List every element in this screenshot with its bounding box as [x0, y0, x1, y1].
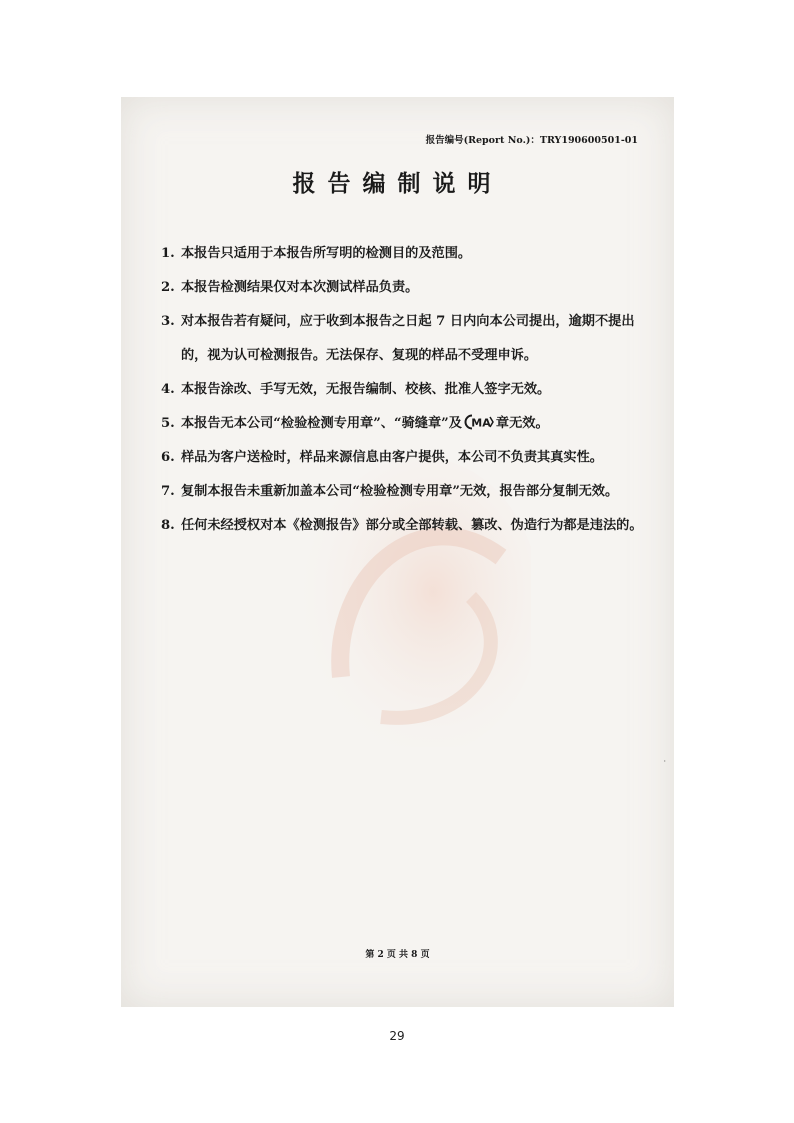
list-item — [161, 413, 661, 447]
item-text: 本报告只适用于本报告所写明的检测目的及范围。 — [181, 246, 472, 261]
item-number: 3. — [161, 314, 175, 329]
item-number: 5. — [161, 416, 175, 431]
list-item — [161, 447, 661, 481]
item-text — [181, 413, 549, 435]
list-item — [161, 379, 661, 413]
list-item — [161, 515, 661, 549]
item-text: 复制本报告未重新加盖本公司“检验检测专用章”无效，报告部分复制无效。 — [181, 484, 619, 499]
item-number: 4. — [161, 382, 175, 397]
cma-mark-text: MA — [471, 416, 491, 430]
item-number: 7. — [161, 484, 175, 499]
page-title: 报告编制说明 — [292, 170, 503, 197]
list-item — [161, 243, 661, 277]
item-text: 样品为客户送检时，样品来源信息由客户提供，本公司不负责其真实性。 — [181, 450, 603, 465]
item-number: 8. — [161, 518, 175, 533]
item-number: 6. — [161, 450, 175, 465]
item-text: 本报告涂改、手写无效，无报告编制、校核、批准人签字无效。 — [181, 382, 551, 397]
item-number: 1. — [161, 246, 175, 261]
page-number: 29 — [389, 1029, 405, 1043]
cma-mark-icon — [464, 414, 494, 430]
item-text: 本报告检测结果仅对本次测试样品负责。 — [181, 280, 419, 295]
list-item — [161, 311, 661, 379]
item-text-after: 章无效。 — [495, 416, 549, 431]
scanned-page — [121, 97, 674, 1007]
item-text: 任何未经授权对本《检测报告》部分或全部转载、篡改、伪造行为都是违法的。 — [181, 518, 643, 533]
scan-specks: · — [663, 757, 666, 766]
report-number: 报告编号(Report No.)：TRY190600501-01 — [425, 135, 638, 146]
notes-list — [161, 243, 661, 549]
item-text-before: 本报告无本公司“检验检测专用章”、“骑缝章”及 — [181, 416, 462, 431]
item-number: 2. — [161, 280, 175, 295]
page-footer: 第 2 页 共 8 页 — [365, 950, 430, 960]
list-item — [161, 481, 661, 515]
item-text: 对本报告若有疑问，应于收到本报告之日起 7 日内向本公司提出，逾期不提出的，视为认可检测报告。无法保存、复现的样品不受理申诉。 — [181, 314, 635, 363]
